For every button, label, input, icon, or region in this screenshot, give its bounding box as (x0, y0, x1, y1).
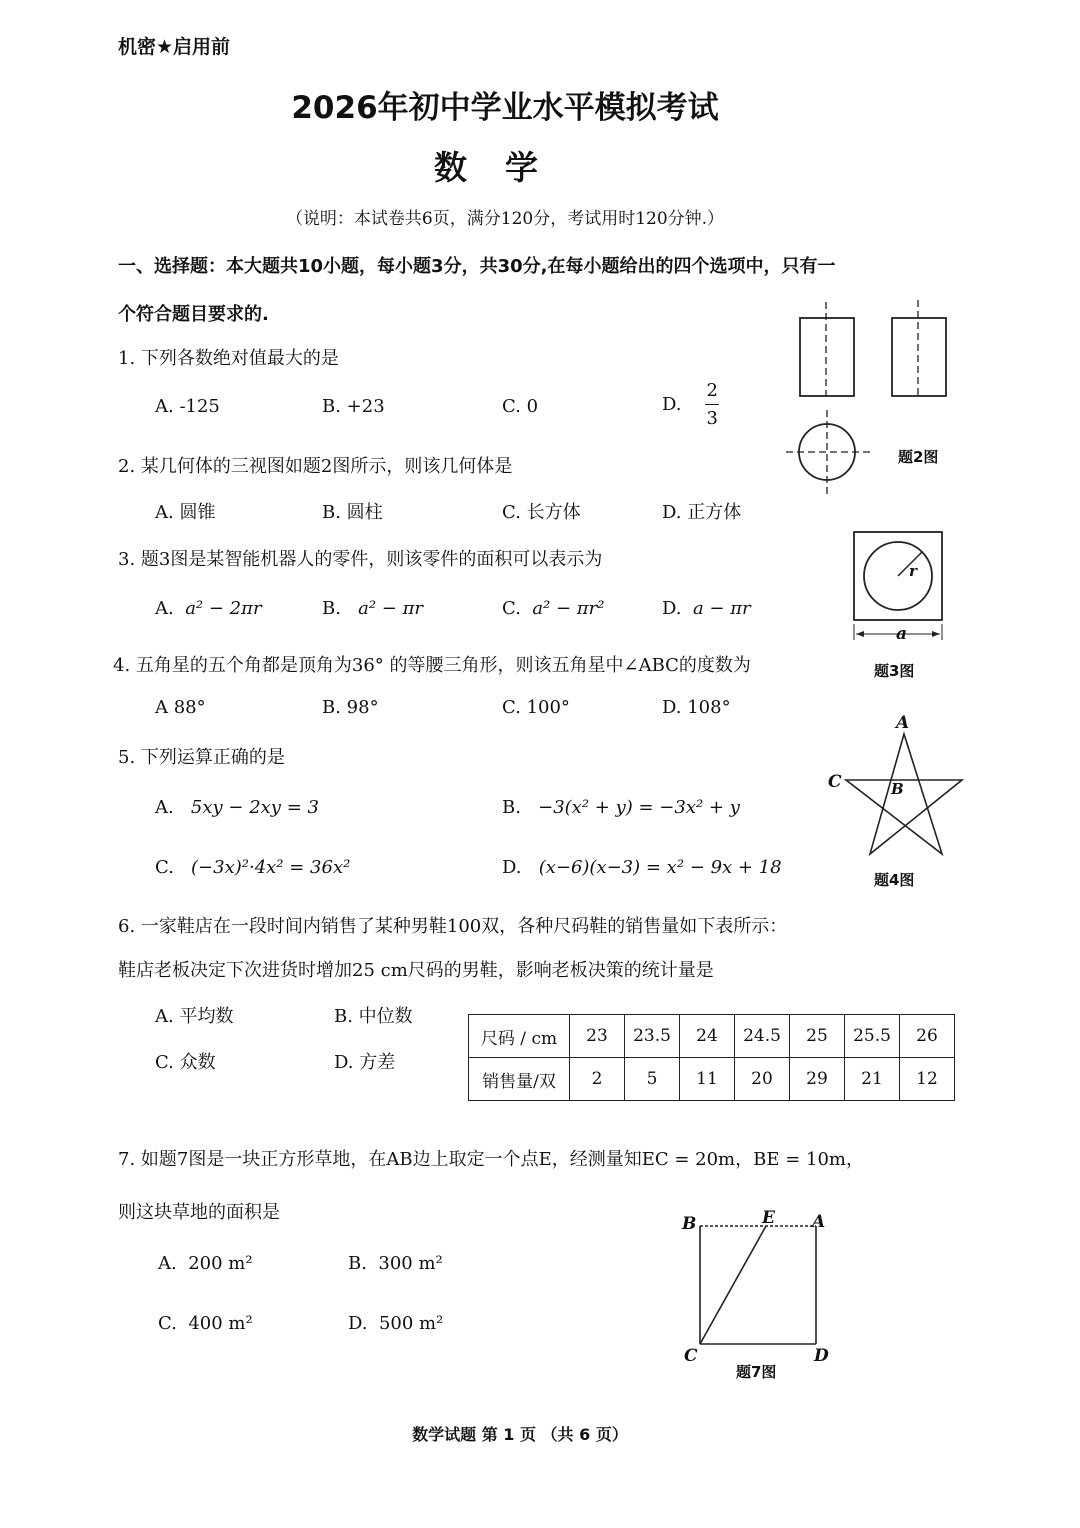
q2-option-d: D. 正方体 (662, 502, 742, 523)
q2-option-c: C. 长方体 (502, 502, 581, 523)
exam-title: 2026年初中学业水平模拟考试 (291, 90, 719, 126)
fraction (705, 380, 719, 429)
q7-option-a (158, 1253, 253, 1274)
figure-3-caption: 题3图 (874, 662, 915, 680)
q3-option-a (155, 598, 262, 619)
q3-option-d-label: D. (662, 598, 682, 619)
q7-option-c-label: C. (158, 1313, 177, 1334)
q5-option-a (155, 797, 319, 818)
table-cell: 20 (735, 1058, 790, 1101)
figure-7-point-e: E (762, 1208, 775, 1228)
q7-option-d-label: D. (348, 1313, 368, 1334)
q6-sales-table (468, 1014, 955, 1101)
figure-4-point-b: B (891, 780, 904, 798)
figure-3-side-label: a (896, 624, 908, 644)
table-cell: 25.5 (845, 1015, 900, 1058)
figure-7-caption: 题7图 (736, 1363, 777, 1381)
q1-option-c: C. 0 (502, 396, 539, 417)
figure-7-square (696, 1220, 824, 1352)
figure-7-point-b: B (682, 1214, 697, 1234)
q3-option-d (662, 598, 751, 619)
table-row-header: 销售量/双 (469, 1058, 570, 1101)
q4-option-c: C. 100° (502, 697, 570, 718)
fraction-denominator: 3 (706, 408, 718, 429)
q2-option-a: A. 圆锥 (155, 502, 216, 523)
figure-4-point-a: A (896, 713, 910, 733)
table-cell: 29 (790, 1058, 845, 1101)
figure-4-point-c: C (828, 772, 842, 792)
q1-option-d-label: D. (662, 394, 682, 415)
q4-option-b: B. 98° (322, 697, 379, 718)
figure-7-point-c: C (684, 1346, 698, 1366)
q6-stem-line1: 6. 一家鞋店在一段时间内销售了某种男鞋100双，各种尺码鞋的销售量如下表所示： (118, 916, 788, 937)
q3-option-c-label: C. (502, 598, 521, 619)
q3-option-a-expr: a² − 2πr (185, 598, 262, 619)
figure-3-radius-label: r (909, 562, 917, 580)
table-cell: 26 (900, 1015, 955, 1058)
q5-option-d-expr: (x−6)(x−3) = x² − 9x + 18 (538, 857, 782, 878)
table-cell: 5 (625, 1058, 680, 1101)
confidential-mark: 机密★启用前 (118, 36, 231, 58)
q5-option-b-label: B. (502, 797, 521, 818)
table-cell: 11 (680, 1058, 735, 1101)
q3-option-a-label: A. (155, 598, 174, 619)
table-cell: 25 (790, 1015, 845, 1058)
q3-option-c (502, 598, 604, 619)
q1-stem: 1. 下列各数绝对值最大的是 (118, 348, 339, 369)
q5-option-a-label: A. (155, 797, 174, 818)
q4-stem: 4. 五角星的五个角都是顶角为36° 的等腰三角形，则该五角星中∠ABC的度数为 (113, 655, 751, 676)
q7-option-d-value: 500 m² (378, 1313, 444, 1334)
q7-stem-line1: 7. 如题7图是一块正方形草地，在AB边上取定一个点E，经测量知EC = 20m，BE = 10m， (118, 1149, 864, 1170)
q6-option-c: C. 众数 (155, 1052, 216, 1073)
q7-option-c-value: 400 m² (188, 1313, 253, 1334)
table-row (469, 1015, 955, 1058)
table-row-header: 尺码 / cm (469, 1015, 570, 1058)
q3-stem: 3. 题3图是某智能机器人的零件，则该零件的面积可以表示为 (118, 549, 603, 570)
q5-option-b (502, 797, 740, 818)
q7-option-b-label: B. (348, 1253, 367, 1274)
q5-option-a-expr: 5xy − 2xy = 3 (190, 797, 319, 818)
q3-option-c-expr: a² − πr² (532, 598, 605, 619)
q7-option-b-value: 300 m² (378, 1253, 443, 1274)
q6-option-d: D. 方差 (334, 1052, 396, 1073)
q1-option-d (662, 380, 719, 429)
table-cell: 12 (900, 1058, 955, 1101)
exam-note: （说明：本试卷共6页，满分120分，考试用时120分钟.） (285, 209, 725, 229)
q6-option-b: B. 中位数 (334, 1006, 413, 1027)
table-cell: 24 (680, 1015, 735, 1058)
figure-7-point-d: D (814, 1346, 829, 1366)
table-cell: 23 (570, 1015, 625, 1058)
q5-stem: 5. 下列运算正确的是 (118, 747, 285, 768)
q7-option-b (348, 1253, 443, 1274)
figure-7-point-a: A (812, 1212, 826, 1232)
q6-option-a: A. 平均数 (155, 1006, 234, 1027)
q7-option-a-label: A. (158, 1253, 177, 1274)
q4-option-a: A 88° (155, 697, 206, 718)
subject-title: 数学 (434, 148, 576, 187)
q7-option-d (348, 1313, 443, 1334)
q4-option-d: D. 108° (662, 697, 731, 718)
figure-2-caption: 题2图 (898, 448, 939, 466)
figure-2-three-views (780, 298, 960, 504)
q5-option-c-expr: (−3x)²·4x² = 36x² (191, 857, 351, 878)
q2-stem: 2. 某几何体的三视图如题2图所示，则该几何体是 (118, 456, 513, 477)
table-cell: 23.5 (625, 1015, 680, 1058)
fraction-numerator: 2 (706, 380, 718, 401)
page-footer: 数学试题 第 1 页 （共 6 页） (412, 1425, 628, 1444)
q3-option-b (322, 598, 423, 619)
q5-option-b-expr: −3(x² + y) = −3x² + y (538, 797, 740, 818)
q5-option-d (502, 857, 782, 878)
q3-option-b-label: B. (322, 598, 341, 619)
section-heading: 一、选择题：本大题共10小题，每小题3分，共30分,在每小题给出的四个选项中，只有一 (118, 256, 836, 277)
q7-option-a-value: 200 m² (188, 1253, 253, 1274)
q6-stem-line2: 鞋店老板决定下次进货时增加25 cm尺码的男鞋，影响老板决策的统计量是 (118, 960, 714, 981)
table-row (469, 1058, 955, 1101)
figure-4-caption: 题4图 (874, 871, 915, 889)
table-cell: 24.5 (735, 1015, 790, 1058)
section-heading-cont: 个符合题目要求的. (118, 304, 269, 325)
q7-option-c (158, 1313, 253, 1334)
q3-option-d-expr: a − πr (692, 598, 751, 619)
table-cell: 21 (845, 1058, 900, 1101)
q5-option-c-label: C. (155, 857, 174, 878)
table-cell: 2 (570, 1058, 625, 1101)
q7-stem-line2: 则这块草地的面积是 (118, 1202, 280, 1223)
q1-option-b: B. +23 (322, 396, 385, 417)
q5-option-c (155, 857, 350, 878)
q5-option-d-label: D. (502, 857, 522, 878)
q2-option-b: B. 圆柱 (322, 502, 383, 523)
q1-option-a: A. -125 (155, 396, 220, 417)
fraction-bar (705, 404, 719, 405)
q3-option-b-expr: a² − πr (358, 598, 424, 619)
